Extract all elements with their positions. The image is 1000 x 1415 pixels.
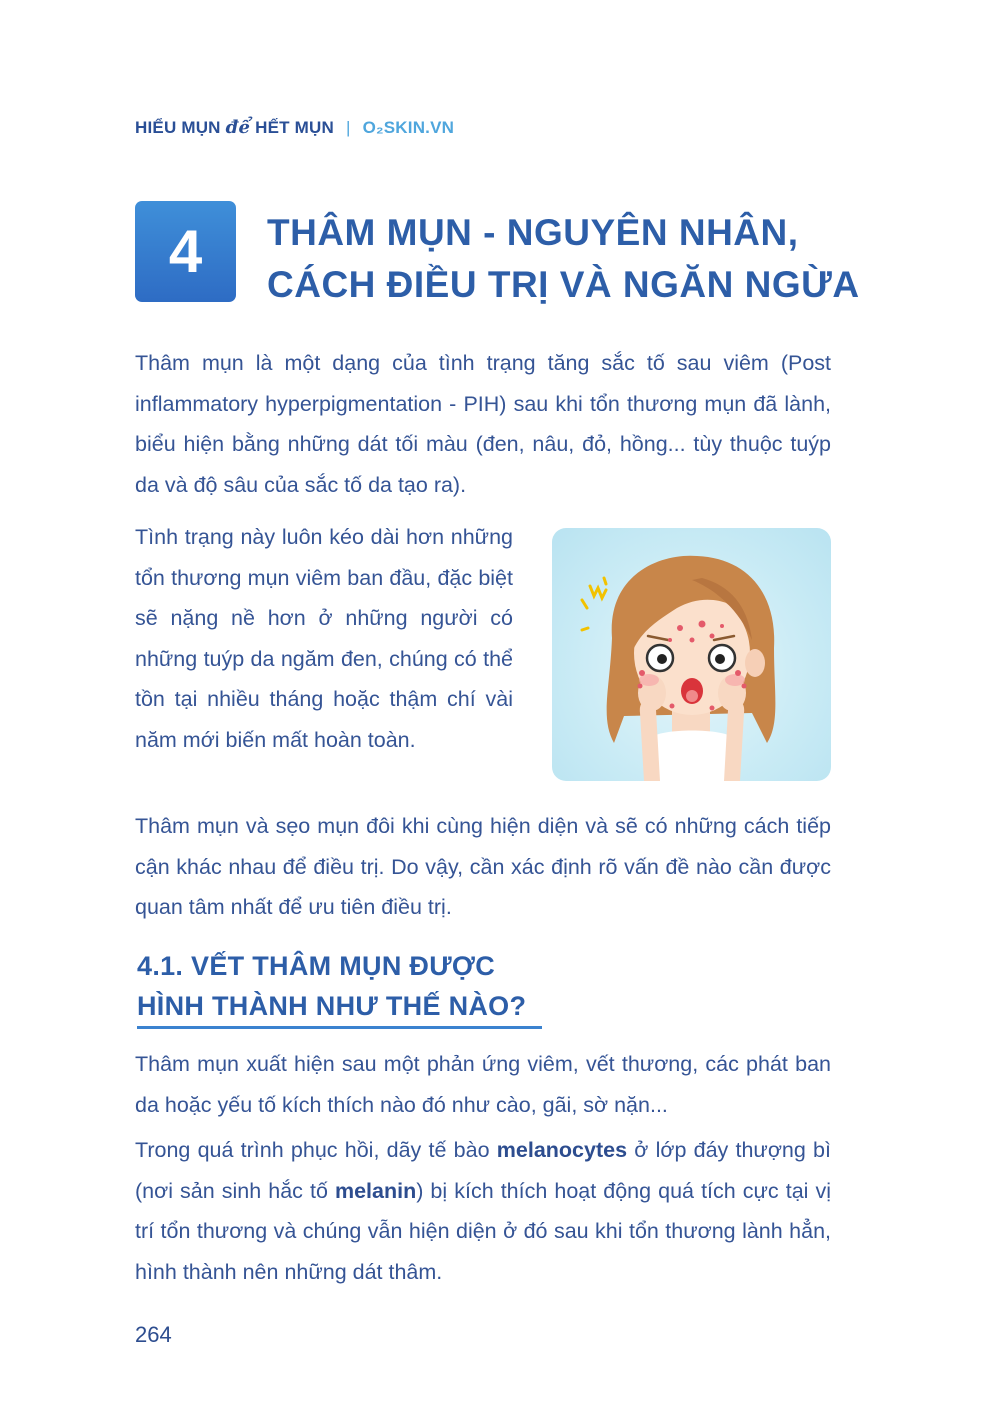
brand-text-de: để <box>225 117 251 138</box>
p5-text-e: ) bị kích thích hoạt động quá tích cực tại vị trí tổn thương và chúng vẫn hiện diện ở đó sau khi tổn thương lành hẳn, hình thành nên những dát thâm. <box>135 1178 832 1284</box>
keyword-melanin: melanin <box>334 1178 417 1203</box>
section-title <box>137 946 537 1026</box>
page-number: 264 <box>135 1322 172 1347</box>
p5-text-c: ở lớp đáy thượng bì (nơi sản sinh hắc tố <box>135 1138 831 1203</box>
paragraph-causes: Thâm mụn xuất hiện sau một phản ứng viêm, vết thương, các phát ban da hoặc yếu tố kích thích nào đó như cào, gãi, sờ nặn... <box>135 1052 831 1117</box>
running-header <box>135 117 454 138</box>
header-separator: | <box>345 118 351 137</box>
brand-text-1: HIỂU MỤN <box>135 118 221 137</box>
book-brand <box>135 117 334 138</box>
girl-with-acne-illustration-icon <box>552 528 831 781</box>
paragraph-duration: Tình trạng này luôn kéo dài hơn những tổn thương mụn viêm ban đầu, đặc biệt sẽ nặng nề hơn ở những người có những tuýp da ngăm đen, chúng có thể tồn tại nhiều tháng hoặc thậm chí vài năm mới biến mất hoàn toàn. <box>135 525 513 752</box>
section-title-line-1: 4.1. VẾT THÂM MỤN ĐƯỢC <box>137 951 496 981</box>
keyword-melanocytes: melanocytes <box>496 1138 628 1162</box>
chapter-number-box <box>135 201 236 302</box>
brand-text-2: HẾT MỤN <box>255 118 334 137</box>
acne-girl-illustration <box>552 528 831 781</box>
section-title-line-2: HÌNH THÀNH NHƯ THẾ NÀO? <box>137 991 527 1021</box>
chapter-title-line-1: THÂM MỤN - NGUYÊN NHÂN, <box>267 212 799 253</box>
paragraph-melanocytes <box>135 1130 831 1292</box>
paragraph-intro: Thâm mụn là một dạng của tình trạng tăng sắc tố sau viêm (Post inflammatory hyperpigmentation - PIH) sau khi tổn thương mụn đã lành, biểu hiện bằng những dát tối màu (đen, nâu, đỏ, hồng... tùy thuộc tuýp da và độ sâu của sắc tố da tạo ra). <box>135 351 831 497</box>
chapter-title-line-2: CÁCH ĐIỀU TRỊ VÀ NGĂN NGỪA <box>267 264 860 305</box>
chapter-title <box>267 207 907 311</box>
stress-marks-icon <box>582 578 606 630</box>
section-underline <box>137 1026 542 1029</box>
site-name: O₂SKIN.VN <box>362 118 455 137</box>
paragraph-scar-relation: Thâm mụn và sẹo mụn đôi khi cùng hiện diện và sẽ có những cách tiếp cận khác nhau để điều trị. Do vậy, cần xác định rõ vấn đề nào cần được quan tâm nhất để ưu tiên điều trị. <box>135 814 831 919</box>
p5-text-a: Trong quá trình phục hồi, dãy tế bào <box>135 1138 497 1162</box>
chapter-number: 4 <box>168 218 203 285</box>
